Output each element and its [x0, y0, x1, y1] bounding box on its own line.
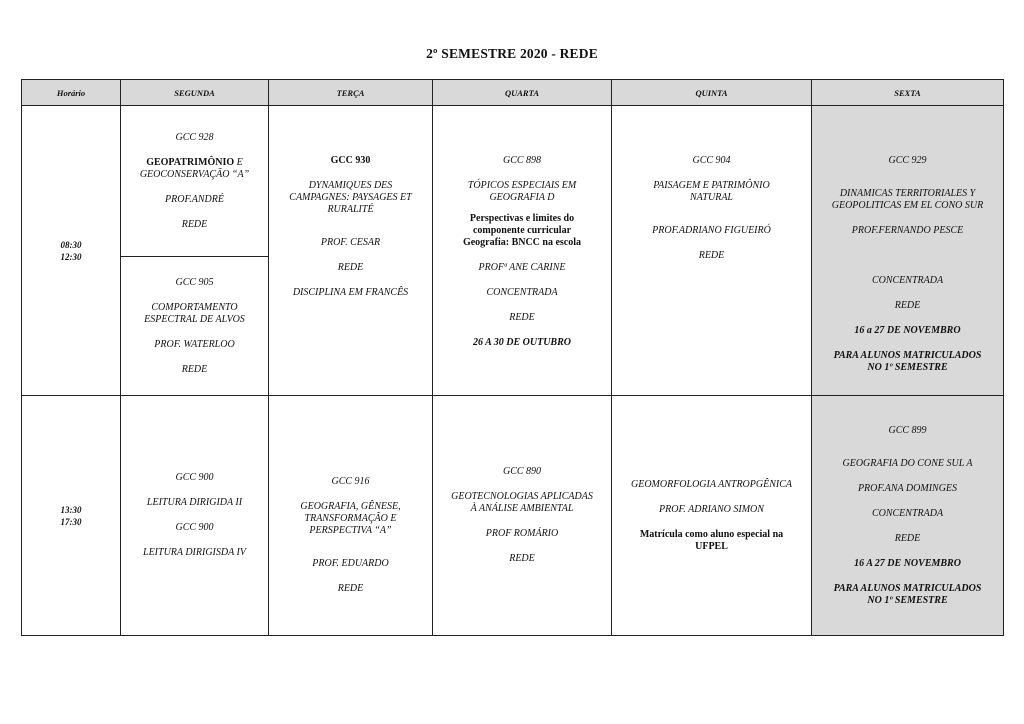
header-segunda: SEGUNDA [121, 80, 269, 106]
schedule-table [21, 79, 1004, 636]
morning-terca-cell [269, 106, 433, 396]
course-professor: PROF.FERNANDO PESCE [851, 225, 964, 236]
course-professor: PROF. CESAR [320, 237, 381, 248]
course-title-line-2: À ANÁLISE AMBIENTAL [470, 503, 574, 514]
course-title-line-1: GEOGRAFIA, GÊNESE, [300, 501, 401, 512]
morning-quarta-cell [433, 106, 612, 396]
afternoon-terca-cell [269, 396, 433, 636]
afternoon-segunda-cell [121, 396, 269, 636]
course-mode: REDE [698, 250, 725, 261]
course-mode: REDE [181, 218, 208, 230]
course-professor: PROF.ADRIANO FIGUEIRÓ [652, 225, 771, 236]
course-professor: PROF.ANDRÉ [165, 193, 224, 205]
course-block-gcc905 [121, 257, 268, 395]
course-title-line-2: CAMPAGNES: PAYSAGES ET [289, 192, 412, 203]
course-note-line-2: UFPEL [695, 540, 728, 552]
course-code: GCC 929 [888, 155, 927, 166]
course-block-gcc904 [612, 106, 811, 262]
header-terca: TERÇA [269, 80, 433, 106]
course-mode: REDE [894, 300, 921, 311]
course-block-gcc898 [433, 106, 611, 349]
course-code: GCC 899 [888, 424, 927, 436]
course-title-line-1: GEOTECNOLOGIAS APLICADAS [451, 491, 593, 502]
course-mode: REDE [509, 553, 535, 564]
course-block-gcc930 [269, 106, 432, 299]
course-professor: PROF. WATERLOO [154, 338, 235, 350]
course-code: GCC 905 [175, 276, 214, 288]
header-quarta: QUARTA [433, 80, 612, 106]
course-type: CONCENTRADA [871, 275, 944, 286]
course-title: GEOGRAFIA DO CONE SUL A [842, 457, 973, 469]
course-title-line-3: RURALITÉ [327, 204, 374, 215]
course-professor: PROF. ADRIANO SIMON [659, 503, 764, 515]
afternoon-sexta-cell [812, 396, 1004, 636]
course-code: GCC 904 [692, 155, 731, 166]
morning-time-cell [22, 106, 121, 396]
course-title-line-2: GEOPOLITICAS EM EL CONO SUR [831, 200, 984, 211]
course-mode: REDE [894, 532, 921, 544]
course-professor: PROF. EDUARDO [312, 558, 389, 569]
course-title-a: GEOPATRIMÔNIO [146, 156, 235, 168]
course-title: GEOMORFOLOGIA ANTROPGÊNICA [630, 478, 792, 490]
course-note-line-2: NO 1º SEMESTRE [867, 594, 948, 606]
course-block-gcc890 [433, 466, 611, 565]
course-title-line-3: PERSPECTIVA “A” [309, 525, 392, 536]
afternoon-start-time: 13:30 [60, 504, 82, 515]
course-code: GCC 928 [175, 131, 214, 143]
course-title-line-1: TÓPICOS ESPECIAIS EM [467, 180, 577, 191]
course-mode: REDE [181, 363, 208, 375]
course-code-1: GCC 900 [175, 472, 214, 483]
course-title-line-2: TRANSFORMAÇÃO E [304, 513, 397, 524]
course-note: DISCIPLINA EM FRANCÊS [292, 287, 409, 298]
course-block-gcc899 [812, 425, 1003, 607]
header-quinta: QUINTA [612, 80, 812, 106]
header-horario: Horário [22, 80, 121, 106]
header-sexta: SEXTA [812, 80, 1004, 106]
course-code: GCC 916 [331, 476, 370, 487]
afternoon-time-cell [22, 396, 121, 636]
course-code-2: GCC 900 [175, 522, 214, 533]
course-mode: REDE [337, 262, 364, 273]
course-code: GCC 898 [502, 155, 542, 166]
course-dates: 26 A 30 DE OUTUBRO [473, 337, 571, 348]
morning-sexta-cell [812, 106, 1004, 396]
course-title-line-2: ESPECTRAL DE ALVOS [144, 313, 245, 325]
morning-start-time: 08:30 [60, 239, 82, 250]
course-block-gcc928 [121, 106, 268, 257]
course-mode: REDE [337, 583, 364, 594]
course-title-line-2: NATURAL [690, 192, 733, 203]
course-title-line-1: DYNAMIQUES DES [308, 180, 393, 191]
course-title-c: GEOCONSERVAÇÃO “A” [139, 168, 250, 180]
course-title-line-1: PAISAGEM E PATRIMÔNIO [653, 180, 770, 191]
course-dates: 16 a 27 DE NOVEMBRO [854, 325, 961, 336]
course-dates: 16 A 27 DE NOVEMBRO [854, 557, 961, 569]
course-title-line-1: DINAMICAS TERRITORIALES Y [839, 188, 976, 199]
course-note-line-1: PARA ALUNOS MATRICULADOS [833, 582, 982, 594]
course-code: GCC 890 [502, 466, 542, 477]
course-professor: PROF ROMÁRIO [485, 528, 559, 539]
course-mode: REDE [509, 312, 535, 323]
course-title-line-2: GEOGRAFIA D [489, 192, 555, 203]
afternoon-end-time: 17:30 [60, 516, 82, 527]
course-title-line [146, 157, 243, 169]
course-block-geomorfologia [612, 479, 811, 553]
course-note-line-2: NO 1º SEMESTRE [867, 362, 948, 373]
course-title-2: LEITURA DIRIGISDA IV [143, 547, 246, 558]
afternoon-quarta-cell [433, 396, 612, 636]
course-type: CONCENTRADA [871, 507, 944, 519]
page-title: 2º SEMESTRE 2020 - REDE [426, 46, 598, 61]
course-professor: PROFª ANE CARINE [478, 262, 566, 273]
morning-quinta-cell [612, 106, 812, 396]
course-title-1: LEITURA DIRIGIDA II [146, 497, 243, 508]
course-title-line-1: COMPORTAMENTO [151, 301, 238, 313]
afternoon-row [22, 396, 1004, 636]
morning-row [22, 106, 1004, 396]
course-note-line-1: PARA ALUNOS MATRICULADOS [833, 350, 982, 361]
course-block-gcc900 [121, 472, 268, 559]
course-block-gcc916 [269, 436, 432, 595]
course-note-line-1: Matrícula como aluno especial na [639, 528, 784, 540]
course-code: GCC 930 [330, 155, 371, 166]
course-subtitle-line-1: Perspectivas e limites do [469, 213, 575, 224]
course-type: CONCENTRADA [486, 287, 558, 298]
course-title-b: E [236, 156, 243, 168]
afternoon-quinta-cell [612, 396, 812, 636]
morning-segunda-cell [121, 106, 269, 396]
header-row [22, 80, 1004, 106]
course-subtitle-line-2: componente curricular [472, 225, 572, 236]
course-block-gcc929 [812, 106, 1003, 374]
course-professor: PROF.ANA DOMINGES [857, 482, 958, 494]
course-subtitle-line-3: Geografia: BNCC na escola [462, 237, 582, 248]
morning-end-time: 12:30 [60, 251, 82, 262]
